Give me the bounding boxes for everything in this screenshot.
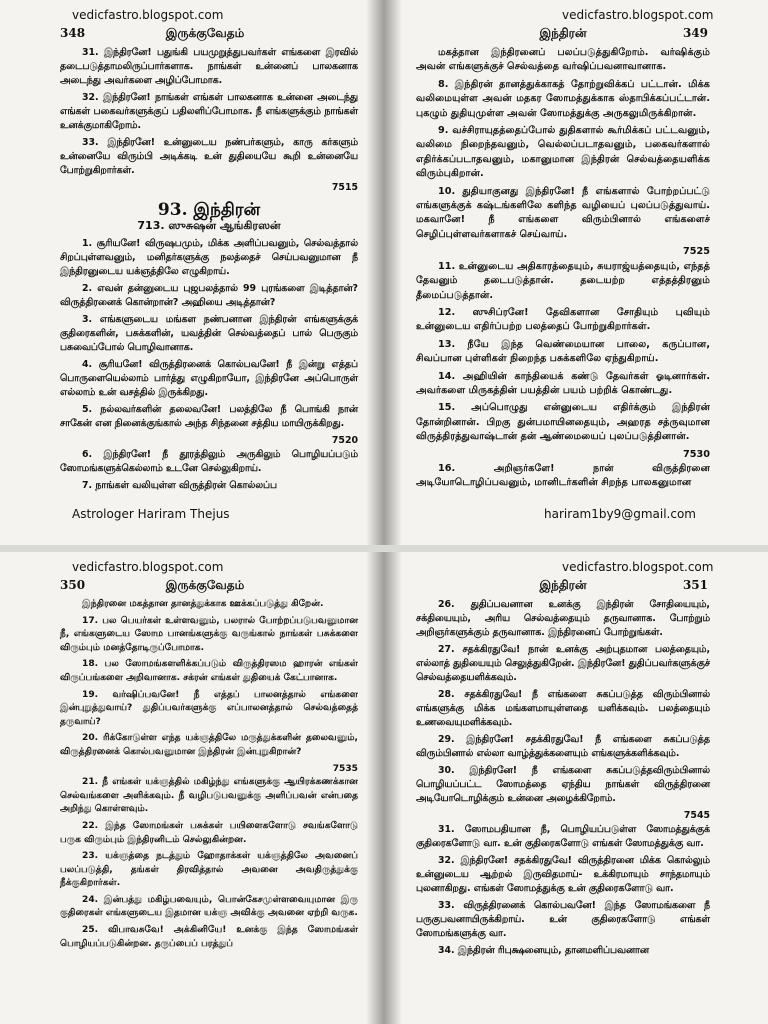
gutter-shadow (366, 552, 384, 1024)
verse-text: ஸோமபதியான நீ, பொழியப்படுள்ள ஸோமத்துக்குக் குதிரைகளோடு வா. உன் குதிரைகளோடு எங்கள் ஸோமத்துக்கு வா. (416, 824, 710, 849)
verse-space (92, 359, 99, 370)
verse-paragraph (416, 854, 710, 896)
verse-number: 1. (82, 238, 93, 249)
verse-text: பல ஸோமங்களளிக்கப்படும் விருத்திரஸம ஹாரன் எங்கள் விருப்பங்களை அறிவானாக. சக்ரன் எங்கள் துதியைக் கேட்பானாக. (60, 659, 358, 683)
verse-number: 2. (82, 283, 93, 294)
verse-text: உன்னுடைய அதிகாரத்தையும், சுயராஜ்யத்தையும், எந்தத் தேவனும் தடைபடுத்தான். தடையற்ற எத்தத்திரனும் தீமைப்படுத்தான். (416, 260, 710, 301)
verse-space (455, 599, 471, 610)
running-title: இருக்குவேதம் (165, 578, 245, 592)
verse-paragraph (416, 260, 710, 303)
verse-paragraph (416, 733, 710, 761)
verse-space (455, 689, 465, 700)
verse-number: 27. (438, 644, 455, 655)
verse-text: இந்திரனே! பதுங்கி பயமுறுத்துபவர்கள் எங்களை இரவில் தடைபடுத்தாமலிருப்பார்களாக. நாங்கள் உன்னைப் பாலகனாக அடைந்து அவர்களை அழிப்போமாக. (60, 47, 358, 86)
page-number: 349 (682, 26, 708, 40)
verse-paragraph (60, 313, 358, 355)
verse-paragraph (60, 91, 358, 133)
verse-number: 32. (438, 855, 455, 866)
verse-number: 34. (438, 945, 455, 956)
verse-text: நீயே இந்த வெண்மையான பாலை, கருப்பான, சிவப்பான புள்ளிகள் நிறைந்த பசுக்களிலே ஏந்துகிறாய். (416, 338, 710, 365)
verse-paragraph (416, 899, 710, 941)
verse-text: வர்ஷிப்பவனே! நீ எத்தப் பாலனத்தால் எங்களை இன்புறுத்துவாய்? துதிப்பவர்களுக்கு எப்பாலனத்தால் செல்வத்தைத் தருவாய்? (60, 689, 358, 727)
verse-text: இந்திரன் ரிபுக்ஷனையும், தானமளிப்பவனான (457, 945, 650, 956)
verse-number: 8. (438, 78, 449, 90)
verse-space (455, 371, 463, 382)
verse-paragraph (60, 479, 358, 493)
verse-number: 22. (82, 820, 99, 831)
verse-text: யக்ஞத்தை நடத்தும் ஹோதாக்கள் யக்ஞத்திலே அவனைப் பலப்படுத்தி, தங்கள் திரவித்தால் அவனை அவதிருத்துக்கு நீக்குகிறார்கள். (60, 851, 358, 889)
verse-paragraph (60, 820, 358, 847)
verse-reference-number: 7535 (332, 763, 358, 774)
verse-number: 20. (82, 733, 99, 744)
verse-text: இந்திரனே! நீ தூரத்திலும் அருகிலும் பொழியப்படும் ஸோமங்களுக்கெல்லாம் உடனே செல்லுகிறாய். (60, 449, 359, 474)
verse-text: இந்திரனே! சதக்கிரதுவே! நீ எங்களை சுகப்படுத்த விரும்பினால் எல்லா வாழ்த்துக்களையும் எங்களுக்களிக்கவும். (416, 734, 710, 759)
verse-text: இந்திரன் தானத்துக்காகத் தோற்றுவிக்கப் பட்டான். மிக்க வலிமையுள்ள அவன் மதகர ஸோமத்துக்காக ஸ்தாபிக்கப்பட்டான். புகழும் துதியுமுள்ள அவன் ஸோமத்துக்கு அருகலுமிருக்கிறான். (416, 78, 710, 119)
verse-number: 12. (438, 306, 456, 318)
page-351 (384, 552, 768, 1024)
page-number: 348 (60, 26, 86, 40)
verse-number: 18. (82, 659, 99, 670)
verse-paragraph (60, 136, 358, 178)
verse-paragraph (60, 924, 358, 951)
watermark-site: vedicfastro.blogspot.com (562, 8, 714, 22)
verse-text: அறிஞர்களே! நான் விருத்திரனை அடியோடொழிப்பவனும், மானிடர்களின் சிறந்த பாலகனுமான (416, 462, 710, 489)
verse-number: 15. (438, 402, 456, 414)
paras (416, 598, 710, 958)
verse-space (455, 824, 465, 835)
page-348 (0, 0, 384, 545)
chapter-heading: 93. இந்திரன் (157, 200, 261, 220)
verse-paragraph (60, 403, 358, 431)
verse-text: அஹியின் காந்தியைக் கண்டு தேவர்கள் ஓடினார்கள். அவர்களை மிருகத்தின் பயத்தின் பயம் பற்றிக் கொண்டது. (416, 370, 711, 396)
verse-number: 30. (438, 765, 455, 776)
verse-paragraph (60, 46, 358, 88)
verse-paragraph (60, 894, 358, 921)
paras (416, 46, 710, 491)
verse-text: துதிப்பவனான உனக்கு இந்திரன் சோதியையும், சக்தியையும், அரிய செல்வத்தையும் தருவானாக. போற்றும் அறிஞர்களுக்கும் தருவானாக. இந்திரனைப் போற்றுங்கள். (416, 599, 710, 638)
gutter-shadow (366, 0, 384, 545)
verse-number: 29. (438, 734, 455, 745)
verse-text: வச்சிராயுதத்தைப்போல் துதிகளால் கூர்மிக்கப் பட்டவனும், வலிமை நிறைந்தவனும், வெல்லப்படாதவனும், பகைவர்களால் எதிர்க்கப்படாதவனும், மகானுமான இந்திரன் செல்வத்தையளிக்க விரும்புகிறான். (416, 125, 711, 180)
verse-number: 24. (82, 894, 99, 905)
verse-number: 25. (82, 925, 99, 936)
verse-text: இந்திரனே! நாங்கள் எங்கள் பாலகனாக உன்னை அடைந்து எங்கள் பகைவர்களுக்குப் பதிலளிப்போமாக. நீ எங்களுக்கும் நாங்கள் உனக்குமாகிறோம். (60, 92, 358, 131)
verse-text: ஸுசிப்ரனே! தேவிகளான சோதியும் புவியும் உன்னுடைய எதிர்ப்பற்ற பலத்தைப் போற்றுகிறார்கள். (416, 306, 710, 333)
verse-number: 23. (82, 851, 99, 862)
verse-text: நாங்கள் வலியுள்ள விருத்திரன் கொல்லப்ப (95, 480, 277, 491)
footer-author: Astrologer Hariram Thejus (72, 507, 230, 521)
verse-paragraph (60, 237, 358, 279)
verse-reference-number: 7530 (683, 448, 710, 460)
paras-before (60, 46, 358, 195)
verse-space (92, 314, 100, 325)
verse-text: சதக்கிரதுவே! நான் உனக்கு அற்புதமான பலத்தையும், எல்லாத் துதியையும் செலுத்துகிறேன். இந்திரனே! துதிப்பவர்களுக்குச் செல்வத்தையளிக்கவும். (416, 644, 711, 683)
verse-number: 11. (438, 260, 456, 272)
verse-reference-number: 7515 (331, 182, 358, 193)
verse-paragraph (416, 643, 710, 685)
gutter-shadow (384, 552, 402, 1024)
verse-number: 10. (438, 185, 456, 197)
verse-text: இந்திரனே! உன்னுடைய நண்பர்களும், காரு கர்களும் உன்னையே விரும்பி அடிக்கடி உன் துதியையே கூறி உன்னையே போற்றுகிறார்கள். (60, 137, 358, 176)
verse-text: அப்பொழுது என்னுடைய எதிர்க்கும் இந்திரன் தோன்றினான். பிறகு துன்பமாயினதையும், அஹரத சத்ருவுமான விருத்திரத்துவாஷ்டான் தன் ஆண்மையைப் புலப்படுத்தினான். (416, 402, 711, 443)
verse-text: இன்பத்து மகிழ்பவையும், பொன்கேசமுள்ளவையுமான இரு குதிரைகள் எங்களுடைய இதமான யக்ஞ அவிக்கு அவனை ஏற்றி வருக. (60, 894, 358, 919)
watermark-site: vedicfastro.blogspot.com (72, 560, 224, 574)
verse-text: சூரியனே! விருத்திரனைக் கொல்பவனே! நீ இன்று எத்தப் பொருளையெல்லாம் பார்த்து எழுகிறாயோ, இந்திரனே அப்பொருள் எல்லாம் உன் வசத்தில் இருக்கிறது. (60, 359, 359, 398)
verse-number: 13. (438, 338, 456, 350)
verse-reference-number: 7525 (683, 246, 710, 258)
verse-number: 17. (82, 615, 99, 626)
verse-number: 9. (438, 125, 449, 137)
verse-number: 33. (438, 900, 455, 911)
running-title: இந்திரன் (539, 26, 587, 40)
watermark-site: vedicfastro.blogspot.com (72, 8, 224, 22)
verse-paragraph (60, 776, 358, 817)
verse-number: 33. (82, 137, 99, 148)
verse-number: 5. (82, 404, 93, 415)
verse-text: விருத்திரனைக் கொல்பவனே! இந்த ஸோமங்களை நீ பருகுபவனாயிருக்கிறாய். உன் குதிரைகளோடு எங்கள் ஸோமங்களுக்கு வா. (416, 900, 711, 939)
page-349 (384, 0, 768, 545)
footer-email: hariram1by9@gmail.com (544, 507, 696, 521)
verse-paragraph (416, 306, 710, 335)
verse-paragraph (60, 850, 358, 891)
verse-text: பல பெயர்கள் உள்ளவனும், பலரால் போற்றப்படுபவனுமான நீ, எங்களுடைய ஸோம பானங்களுக்கு வருங்கால் நாங்கள் பசுக்களை விரும்பும் மனத்தோடிருப்போமாக. (60, 615, 358, 653)
verse-paragraph (60, 658, 358, 685)
verse-paragraph (60, 689, 358, 730)
verse-paragraph (416, 46, 710, 75)
running-title: இந்திரன் (539, 578, 587, 592)
verse-number: 14. (438, 370, 456, 382)
verse-paragraph (60, 598, 358, 612)
page-350 (0, 552, 384, 1024)
verse-space (455, 339, 467, 350)
verse-number: 31. (82, 47, 99, 58)
verse-paragraph (416, 401, 710, 444)
verse-space (455, 734, 467, 745)
verse-paragraph (416, 764, 710, 806)
verse-reference-number: 7520 (331, 435, 358, 446)
verse-paragraph (60, 732, 358, 759)
hymn-heading: 713. ஸுசுஷன் ஆங்கிரஸன் (137, 219, 281, 232)
verse-text: ரிக்கோடுள்ள எந்த யக்ஞத்திலே மருத்துக்களின் தலைவனும், விருத்திரனைக் கொல்பவனுமான இந்திரன் இன்புறுகிறான்? (60, 733, 358, 757)
verse-number: 7. (82, 480, 93, 491)
page-number: 350 (60, 578, 86, 592)
verse-text: இந்திரனை மகத்தான தானத்துக்காக ஊக்கப்படுத்து கிறேன். (82, 599, 324, 609)
verse-paragraph (60, 448, 358, 476)
verse-paragraph (416, 462, 710, 491)
verse-paragraph (60, 358, 358, 400)
verse-paragraph (60, 615, 358, 656)
verse-space (92, 449, 103, 460)
verse-text: எவன் தன்னுடைய புஜபலத்தால் 99 புரங்களை இடித்தான்? விருத்திரனைக் கொன்றான்? அஹியை அடித்தான்? (60, 283, 358, 308)
verse-text: நீ எங்கள் யக்ஞத்தில் மகிழ்ந்து எங்களுக்கு ஆயிரக்கணக்கான செல்வங்களை அளிக்கவும். நீ வழிபடுபவனுக்கு அளிப்பவன் என்பதை அறிந்து கொள்ளவும். (60, 777, 358, 815)
paras-after (60, 237, 358, 493)
verse-text: எங்களுடைய மங்கள நண்பனான இந்திரன் எங்களுக்குக் குதிரைகளின், பசுக்களின், யவத்தின் செல்வத்தைப் பால் பெருகும் பசுவைப்போல் பொழிவானாக. (60, 314, 358, 353)
verse-text: மகத்தான இந்திரனைப் பலப்படுத்துகிறோம். வர்ஷிக்கும் அவன் எங்களுக்குச் செல்வத்தை வர்ஷிப்பவனாவானாக. (416, 47, 710, 73)
verse-space (455, 402, 471, 413)
verse-space (455, 765, 470, 776)
page-body (416, 598, 710, 961)
verse-number: 6. (82, 449, 93, 460)
verse-paragraph (416, 370, 710, 399)
verse-paragraph (416, 124, 710, 182)
verse-number: 16. (438, 462, 456, 474)
verse-space (98, 925, 108, 935)
verse-paragraph (416, 944, 710, 958)
verse-number: 28. (438, 689, 455, 700)
verse-text: துதியாகுனது இந்திரனே! நீ எங்களால் போற்றப்பட்டு எங்களுக்குக் கஷ்டங்களிலே களிந்த வழியைப் புலப்படுத்துவாய். மகவானே! நீ எங்களை விரும்பினால் எங்களைச் செழிப்புள்ளவர்களாகச் செய்வாய். (416, 185, 711, 240)
page-body (60, 598, 358, 954)
verse-paragraph (416, 598, 710, 640)
verse-reference-number: 7545 (683, 810, 710, 821)
paras (60, 598, 358, 951)
verse-text: இந்திரனே! சதக்கிரதுவே! விருத்திரனை மிக்க கொல்லும் உன்னுடைய ஆற்றல் இருவிதமாய்- உக்கிரமாயும் சாந்தமாயும் புலனாகிறது. எங்கள் ஸோமத்துக்கு உன் குதிரைகளோடு வா. (416, 855, 710, 894)
verse-number: 21. (82, 777, 99, 788)
verse-number: 3. (82, 314, 93, 325)
verse-number: 32. (82, 92, 99, 103)
verse-number: 4. (82, 359, 93, 370)
verse-space (455, 307, 472, 318)
verse-paragraph (416, 688, 710, 730)
verse-paragraph (416, 185, 710, 243)
verse-number: 19. (82, 689, 99, 700)
page-body (416, 46, 710, 494)
verse-paragraph (60, 282, 358, 310)
verse-text: நல்லவர்களின் தலைவனே! பலத்திலே நீ பொங்கி நான் சாகேன் என நினைக்குங்கால் அந்த சிந்தனை சத்திய மாயிருக்கிறது. (60, 404, 358, 429)
verse-paragraph (416, 338, 710, 367)
verse-text: இந்திரனே! நீ எங்களை சுகப்படுத்தவிரும்பினால் பொழியப்பட்ட ஸோமத்தை ஏந்திய நாங்கள் விருத்திரனை அடியோடொழிக்கும் உன்னை அழைக்கிறோம். (416, 765, 711, 804)
verse-text: சூரியனே! விருஷபமும், மிக்க அளிப்பவனும், செல்வத்தால் சிறப்புள்ளவனும், மனிதர்களுக்கு நலத்தைச் செய்பவனுமான நீ இந்திரனுடைய யக்ஞத்திலே எழுகிறாய். (60, 238, 358, 277)
verse-text: இந்த ஸோமங்கள் பசுக்கள் பயிளைகளோடு சவங்களோடு பருக விரும்பும் இந்திரனிடம் செல்லுகின்றன. (60, 820, 358, 845)
verse-number: 31. (438, 824, 455, 835)
verse-paragraph (416, 823, 710, 851)
verse-number: 26. (438, 599, 455, 610)
verse-text: சதக்கிரதுவே! நீ எங்களை சுகப்படுத்த விரும்பினால் எங்களுக்கு மிக்க மங்களமாயுள்ளதை யளிக்கவும். பலத்தையும் உணவையுமளிக்கவும். (416, 689, 710, 728)
verse-text: விபாவசுவே! அக்கினியே! உனக்கு இந்த ஸோமங்கள் பொழியப்படுகின்றன. தருப்பைப் பரத்துப் (60, 925, 358, 949)
watermark-site: vedicfastro.blogspot.com (562, 560, 714, 574)
page-number: 351 (682, 578, 708, 592)
gutter-shadow (384, 0, 402, 545)
page-body (60, 46, 358, 496)
running-title: இருக்குவேதம் (165, 26, 245, 40)
verse-space (455, 463, 494, 474)
verse-space (98, 690, 112, 700)
verse-paragraph (416, 78, 710, 121)
